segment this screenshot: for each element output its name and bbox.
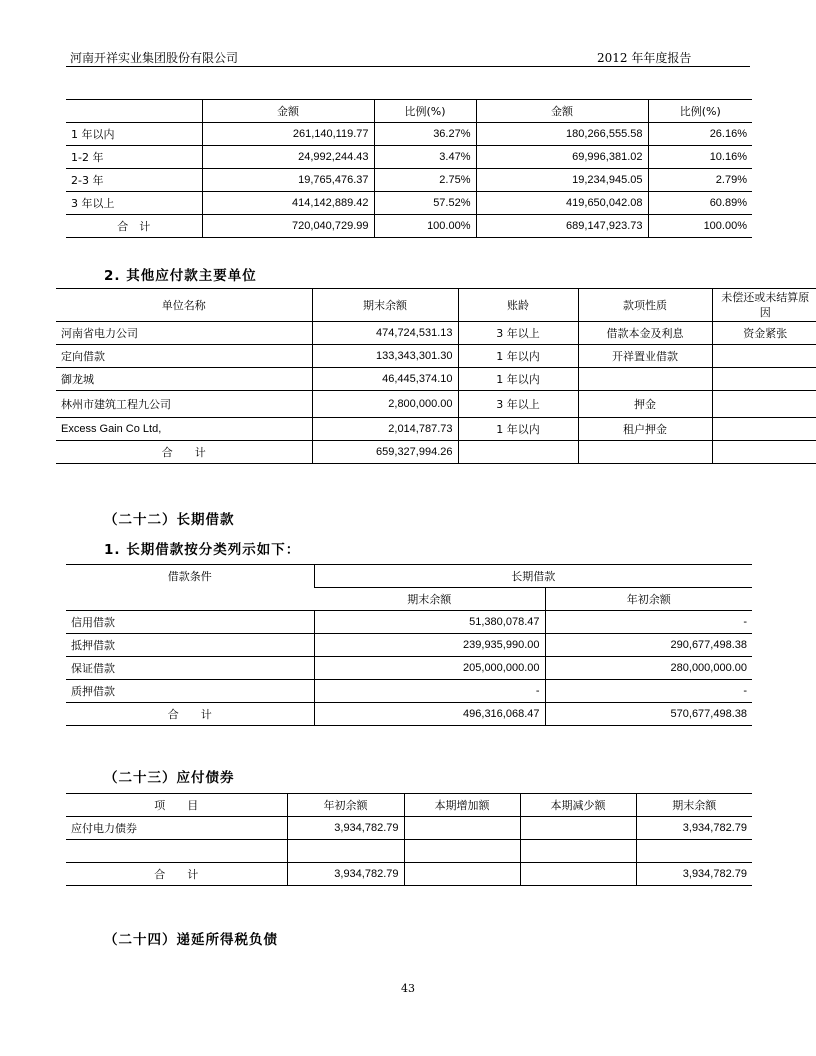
- table-cell: 合 计: [66, 215, 202, 238]
- table-cell: 100.00%: [648, 215, 752, 238]
- table-total-row: [66, 703, 752, 726]
- table-cell: [66, 840, 287, 863]
- table-cell: 信用借款: [66, 611, 314, 634]
- table-row: [66, 817, 752, 840]
- table-cell: 496,316,068.47: [314, 703, 545, 726]
- table-cell: 180,266,555.58: [476, 123, 648, 146]
- table-cell: 51,380,078.47: [314, 611, 545, 634]
- table-header-cell: 项 目: [66, 794, 287, 817]
- table-cell: 24,992,244.43: [202, 146, 374, 169]
- table-cell: [636, 840, 752, 863]
- table-cell: 租户押金: [578, 418, 712, 441]
- page-number: 43: [401, 982, 415, 995]
- table-header-cell: 期末余额: [312, 289, 458, 322]
- table-header-cell: 未偿还或未结算原因: [712, 289, 816, 322]
- table-row: [66, 123, 752, 146]
- table-cell: 689,147,923.73: [476, 215, 648, 238]
- table-row: [66, 169, 752, 192]
- table-cell: 2.79%: [648, 169, 752, 192]
- table-header-cell: 期末余额: [314, 588, 545, 611]
- table-cell: 46,445,374.10: [312, 368, 458, 391]
- table-header-cell: 本期减少额: [520, 794, 636, 817]
- table-cell: 3 年以上: [458, 322, 578, 345]
- table-header-cell: 比例(%): [648, 100, 752, 123]
- table-cell: [458, 441, 578, 464]
- table-cell: 2-3 年: [66, 169, 202, 192]
- table-cell: Excess Gain Co Ltd,: [56, 418, 312, 441]
- table-header-cell: 款项性质: [578, 289, 712, 322]
- table-cell: 质押借款: [66, 680, 314, 703]
- other-payables-table: [56, 288, 816, 464]
- table-cell: [520, 817, 636, 840]
- bonds-payable-table: [66, 793, 752, 886]
- table-cell: [712, 368, 816, 391]
- table-header-cell: 单位名称: [56, 289, 312, 322]
- table-cell: [712, 418, 816, 441]
- table-cell: 57.52%: [374, 192, 476, 215]
- table-header-cell: 借款条件: [66, 565, 314, 611]
- aging-table: [66, 99, 752, 238]
- table-header-row: [66, 100, 752, 123]
- table-header-row: [66, 794, 752, 817]
- table-cell: 1 年以内: [458, 368, 578, 391]
- table-cell: [520, 840, 636, 863]
- section-subtitle: 1. 长期借款按分类列示如下：: [104, 542, 301, 558]
- section-title: （二十二）长期借款: [104, 512, 235, 528]
- table-row: [66, 634, 752, 657]
- table-header-row: [56, 289, 816, 322]
- table-cell: 御龙城: [56, 368, 312, 391]
- table-cell: [404, 863, 520, 886]
- table-cell: 3,934,782.79: [287, 863, 404, 886]
- table-cell: 抵押借款: [66, 634, 314, 657]
- table-header-cell: [66, 100, 202, 123]
- table-cell: -: [314, 680, 545, 703]
- table-cell: 2.75%: [374, 169, 476, 192]
- table-cell: [578, 441, 712, 464]
- table-cell: 474,724,531.13: [312, 322, 458, 345]
- table-total-row: [66, 863, 752, 886]
- table-cell: 1 年以内: [458, 418, 578, 441]
- table-cell: 开祥置业借款: [578, 345, 712, 368]
- table-cell: 1 年以内: [458, 345, 578, 368]
- table-cell: 保证借款: [66, 657, 314, 680]
- table-cell: 720,040,729.99: [202, 215, 374, 238]
- table-cell: 2,014,787.73: [312, 418, 458, 441]
- table-cell: 3 年以上: [458, 391, 578, 418]
- table-cell: [287, 840, 404, 863]
- table-header-cell: 年初余额: [287, 794, 404, 817]
- table-cell: -: [545, 680, 752, 703]
- section-title: 2. 其他应付款主要单位: [104, 268, 257, 284]
- table-row: [56, 418, 816, 441]
- table-cell: [404, 840, 520, 863]
- table-cell: 659,327,994.26: [312, 441, 458, 464]
- table-cell: 资金紧张: [712, 322, 816, 345]
- table-header-cell: 期末余额: [636, 794, 752, 817]
- table-cell: [578, 368, 712, 391]
- table-row: [56, 391, 816, 418]
- table-row: [56, 345, 816, 368]
- table-header-row: [66, 565, 752, 588]
- table-cell: [520, 863, 636, 886]
- table-row: [56, 368, 816, 391]
- table-header-cell: 金额: [476, 100, 648, 123]
- table-row: [66, 657, 752, 680]
- table-cell: 应付电力债券: [66, 817, 287, 840]
- table-cell: 290,677,498.38: [545, 634, 752, 657]
- table-cell: 19,765,476.37: [202, 169, 374, 192]
- table-row: [66, 192, 752, 215]
- table-cell: 19,234,945.05: [476, 169, 648, 192]
- table-cell: 定向借款: [56, 345, 312, 368]
- table-cell: 36.27%: [374, 123, 476, 146]
- table-cell: 3.47%: [374, 146, 476, 169]
- table-header-cell: 比例(%): [374, 100, 476, 123]
- table-cell: 69,996,381.02: [476, 146, 648, 169]
- table-cell: 570,677,498.38: [545, 703, 752, 726]
- table-cell: 414,142,889.42: [202, 192, 374, 215]
- table-cell: 3,934,782.79: [636, 817, 752, 840]
- table-cell: 100.00%: [374, 215, 476, 238]
- table-cell: -: [545, 611, 752, 634]
- table-cell: 合 计: [56, 441, 312, 464]
- report-year-header: 2012 年年度报告: [597, 51, 692, 65]
- table-row: [66, 840, 752, 863]
- table-cell: [712, 391, 816, 418]
- table-cell: [404, 817, 520, 840]
- table-cell: 419,650,042.08: [476, 192, 648, 215]
- table-header-cell: 金额: [202, 100, 374, 123]
- table-cell: 合 计: [66, 863, 287, 886]
- table-header-cell: 本期增加额: [404, 794, 520, 817]
- table-total-row: [56, 441, 816, 464]
- table-cell: 3,934,782.79: [636, 863, 752, 886]
- table-header-cell: 年初余额: [545, 588, 752, 611]
- table-cell: [712, 345, 816, 368]
- table-cell: 60.89%: [648, 192, 752, 215]
- table-cell: 河南省电力公司: [56, 322, 312, 345]
- table-cell: 2,800,000.00: [312, 391, 458, 418]
- table-row: [66, 611, 752, 634]
- table-header-cell: 长期借款: [314, 565, 752, 588]
- table-cell: 1-2 年: [66, 146, 202, 169]
- table-cell: 合 计: [66, 703, 314, 726]
- company-name-header: 河南开祥实业集团股份有限公司: [70, 51, 239, 65]
- header-divider: [66, 66, 750, 67]
- table-cell: 205,000,000.00: [314, 657, 545, 680]
- section-title: （二十三）应付债券: [104, 770, 235, 786]
- table-cell: 10.16%: [648, 146, 752, 169]
- table-row: [56, 322, 816, 345]
- table-cell: 133,343,301.30: [312, 345, 458, 368]
- table-cell: 3 年以上: [66, 192, 202, 215]
- table-cell: 239,935,990.00: [314, 634, 545, 657]
- table-cell: 3,934,782.79: [287, 817, 404, 840]
- table-cell: 借款本金及利息: [578, 322, 712, 345]
- table-cell: 26.16%: [648, 123, 752, 146]
- table-row: [66, 146, 752, 169]
- table-row: [66, 680, 752, 703]
- table-cell: 1 年以内: [66, 123, 202, 146]
- section-title: （二十四）递延所得税负债: [104, 932, 278, 948]
- table-cell: [712, 441, 816, 464]
- table-cell: 押金: [578, 391, 712, 418]
- table-cell: 261,140,119.77: [202, 123, 374, 146]
- long-term-loans-table: [66, 564, 752, 726]
- table-total-row: [66, 215, 752, 238]
- table-header-cell: 账龄: [458, 289, 578, 322]
- table-cell: 林州市建筑工程九公司: [56, 391, 312, 418]
- table-cell: 280,000,000.00: [545, 657, 752, 680]
